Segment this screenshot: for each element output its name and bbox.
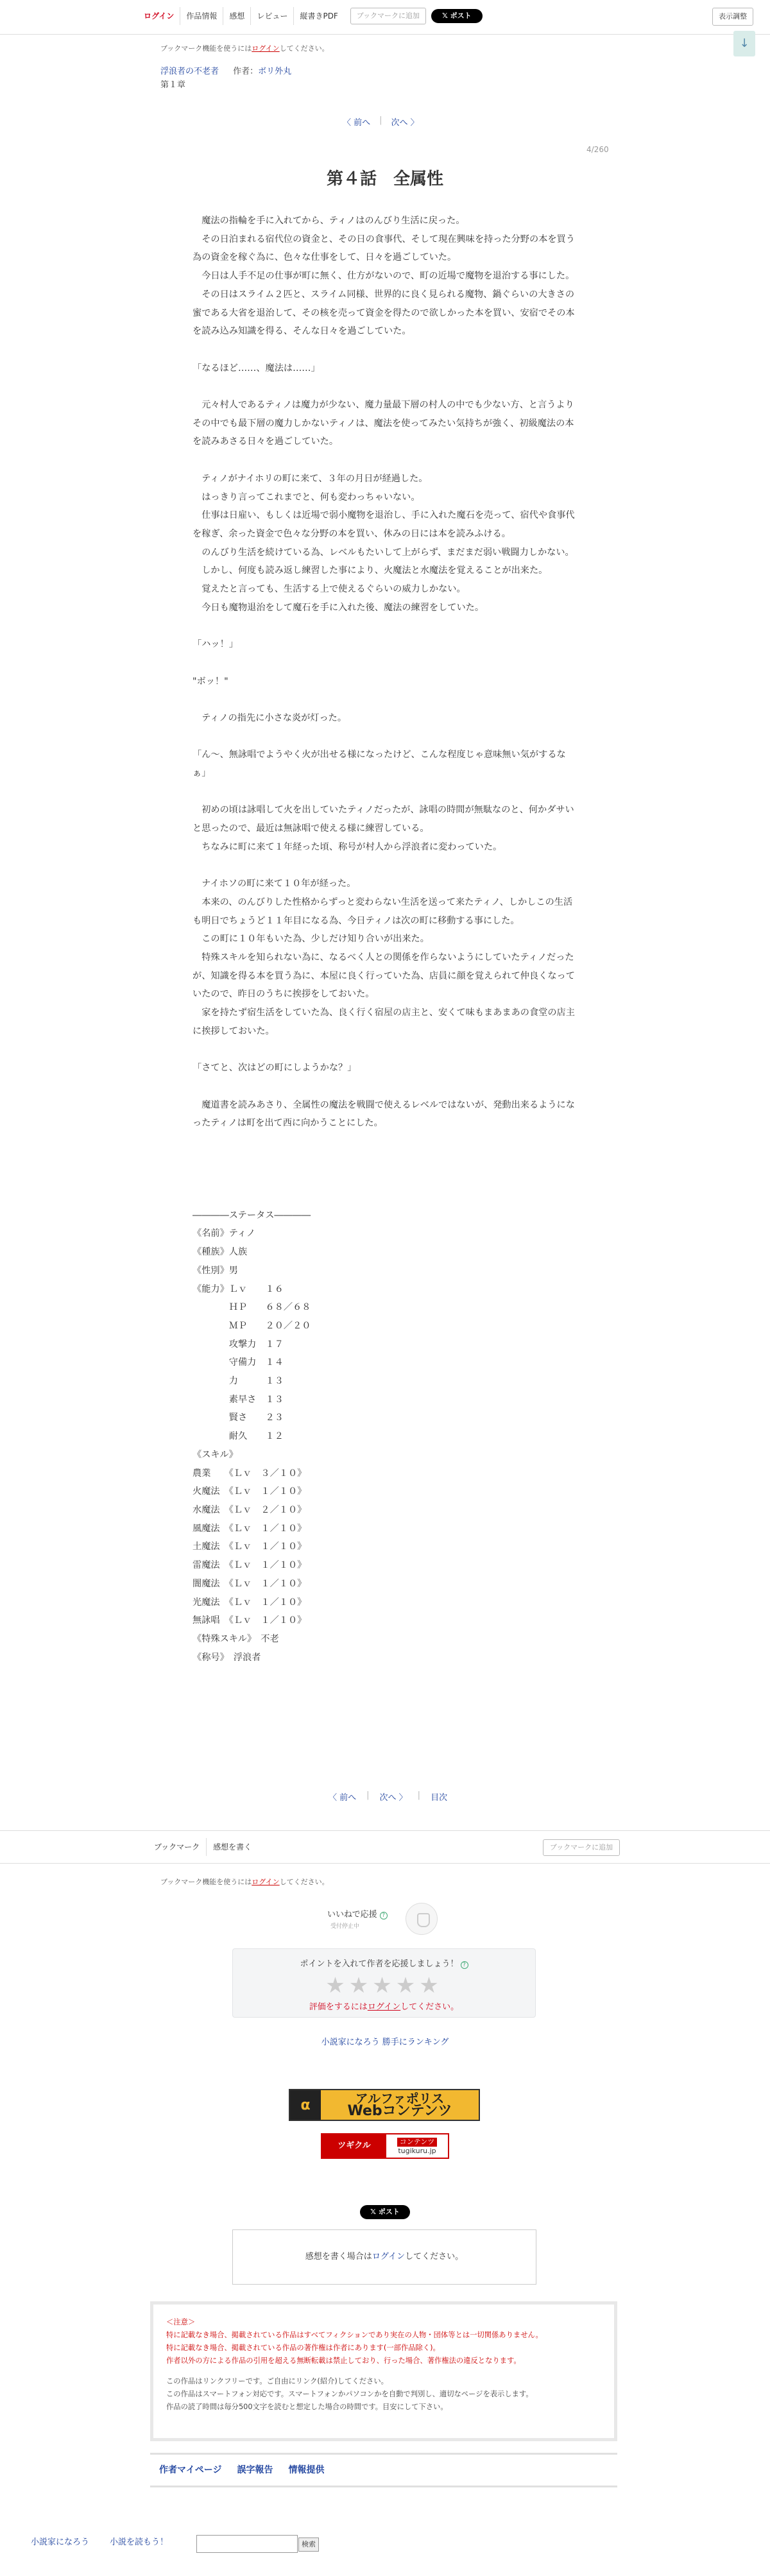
scroll-down-icon[interactable]: ↓ xyxy=(733,31,755,56)
episode-title: 第４話 全属性 xyxy=(326,169,443,189)
next-page-link[interactable]: 次へ 〉 xyxy=(391,118,419,128)
review-link[interactable]: レビュー xyxy=(251,7,294,25)
alphapolis-logo xyxy=(290,2090,321,2120)
notice-login-link[interactable]: ログイン xyxy=(252,44,280,53)
author-link[interactable]: ボリ外丸 xyxy=(258,67,292,76)
pager-separator: | xyxy=(379,116,382,125)
body-paragraph xyxy=(193,1133,578,1151)
body-paragraph: 雷魔法 《Ｌｖ １／１０》 xyxy=(193,1560,307,1571)
alphapolis-banner[interactable] xyxy=(289,2089,480,2121)
body-paragraph: 素早さ １３ xyxy=(193,1394,284,1405)
author-mypage-link[interactable]: 作者マイページ xyxy=(159,2465,222,2475)
divider xyxy=(150,2453,617,2455)
help-icon[interactable]: ? xyxy=(461,1961,468,1969)
iine-button-icon[interactable] xyxy=(406,1903,438,1935)
info-provide-link[interactable]: 情報提供 xyxy=(288,2465,325,2475)
bookmark-tab[interactable]: ブックマーク xyxy=(150,1838,207,1856)
msg-prefix: 評価をするには xyxy=(309,2002,368,2012)
tugikuru-banner[interactable] xyxy=(321,2133,449,2159)
body-paragraph: 「なるほど……、魔法は……」 xyxy=(193,363,320,374)
body-paragraph: ＭＰ ２０／２０ xyxy=(193,1320,311,1331)
body-paragraph: ＨＰ ６８／６８ xyxy=(193,1302,311,1313)
tugikuru-url: tugikuru.jp xyxy=(398,2147,436,2155)
body-paragraph xyxy=(193,728,578,746)
vertical-pdf-link[interactable]: 縦書きPDF xyxy=(300,12,338,21)
body-paragraph: 仕事は日雇い、もしくは近場で弱小魔物を退治し、手に入れた魔石を売って、宿代や食事代を稼ぎ、余った資金で色々な分野の本を買い、休みの日には本を読みふける。 xyxy=(193,510,575,539)
series-info xyxy=(160,64,291,76)
body-paragraph: 今日は人手不足の仕事が町に無く、仕方がないので、町の近場で魔物を退治する事にした。 xyxy=(193,271,575,282)
top-bar xyxy=(0,0,770,35)
body-paragraph: 《能力》Ｌｖ １６ xyxy=(193,1284,284,1294)
impression-login-box xyxy=(232,2229,536,2285)
bookmark-login-notice xyxy=(160,43,329,53)
footer-read-link[interactable]: 小説を読もう！ xyxy=(110,2537,169,2547)
pager-separator: | xyxy=(366,1790,370,1800)
alphapolis-logo-glyph: α xyxy=(300,2097,311,2113)
author-links xyxy=(159,2463,324,2476)
body-paragraph: ――――ステータス―――― xyxy=(193,1210,311,1221)
body-paragraph xyxy=(193,654,578,673)
body-paragraph: 農業 《Ｌｖ ３／１０》 xyxy=(193,1468,307,1479)
divider xyxy=(0,1863,770,1864)
body-paragraph: 今日も魔物退治をして魔石を手に入れた後、魔法の練習をしていた。 xyxy=(193,602,484,613)
caution-line: 特に記載なき場合、掲載されている作品はすべてフィクションであり実在の人物・団体等とは一切関係ありません。 xyxy=(166,2331,543,2339)
author-label: 作者： xyxy=(233,67,259,76)
footer-search-input[interactable] xyxy=(196,2535,298,2553)
tugikuru-contents: コンテンツ xyxy=(397,2138,437,2147)
body-paragraph: 《スキル》 xyxy=(193,1449,238,1460)
ranking-link-text[interactable]: 小説家になろう 勝手にランキング xyxy=(321,2038,449,2047)
body-paragraph: 「ん〜、無詠唱でようやく火が出せる様になったけど、こんな程度じゃ意味無い気がするなぁ」 xyxy=(193,750,566,778)
body-paragraph: 家を持たず宿生活をしていた為、良く行く宿屋の店主と、安くて味もまあまあの食堂の店主に挨拶しておいた。 xyxy=(193,1008,575,1036)
points-box xyxy=(232,1948,536,2018)
body-paragraph: 無詠唱 《Ｌｖ １／１０》 xyxy=(193,1615,307,1626)
body-paragraph: その日はスライム２匹と、スライム同様、世界的に良く見られる魔物、鍋ぐらいの大きさの蜜である大省を退治して、その核を売って資金を得たので欲しかった本を買い、安宿でその本を読み込み知識を得る、そんな日々を過ごしていた。 xyxy=(193,289,575,337)
tugikuru-logo: ツギクル xyxy=(322,2134,386,2158)
body-paragraph: 力 １３ xyxy=(193,1376,284,1387)
bookmark-add-button-bottom[interactable]: ブックマークに追加 xyxy=(543,1839,620,1856)
body-paragraph: 火魔法 《Ｌｖ １／１０》 xyxy=(193,1486,307,1497)
body-paragraph: のんびり生活を続けている為、レベルもたいして上がらず、まだまだ弱い戦闘力しかない。 xyxy=(193,547,574,558)
notice-login-link-bottom[interactable]: ログイン xyxy=(252,1878,280,1886)
body-paragraph: ティノの指先に小さな炎が灯った。 xyxy=(193,712,347,723)
body-paragraph: 魔道書を読みあさり、全属性の魔法を戦闘で使えるレベルではないが、発動出来るようになったティノは町を出て西に向かうことにした。 xyxy=(193,1099,575,1129)
tugikuru-text xyxy=(386,2136,448,2156)
prev-page-link[interactable]: 〈 前へ xyxy=(343,118,371,128)
body-paragraph: しかし、何度も読み返し練習した事により、火魔法と水魔法を覚えることが出来た。 xyxy=(193,565,548,576)
iine-label xyxy=(327,1907,388,1919)
body-paragraph: 風魔法 《Ｌｖ １／１０》 xyxy=(193,1523,307,1534)
divider xyxy=(150,2486,617,2487)
x-post-button[interactable]: 𝕏 ポスト xyxy=(431,9,483,23)
iine-label-text: いいねで応援 xyxy=(327,1910,377,1919)
info-line: 作品の読了時間は毎分500文字を読むと想定した場合の時間です。目安にして下さい。 xyxy=(166,2403,448,2411)
notice-prefix: ブックマーク機能を使うには xyxy=(160,1878,252,1886)
rating-stars-icon[interactable]: ★★★★★ xyxy=(325,1973,443,1998)
toc-link[interactable]: 目次 xyxy=(431,1793,448,1803)
pager-separator: | xyxy=(417,1790,421,1800)
body-paragraph: ティノがナイホリの町に来て、３年の月日が経過した。 xyxy=(193,473,428,484)
body-paragraph: 本来の、のんびりした性格からずっと変わらない生活を送って来たティノ、しかしこの生活も明日でちょうど１１年目になる為、今日ティノは次の町に移動する事にした。 xyxy=(193,897,573,926)
impression-link[interactable]: 感想 xyxy=(223,7,251,25)
body-paragraph: 《称号》 浮浪者 xyxy=(193,1652,261,1663)
notice-prefix: ブックマーク機能を使うには xyxy=(160,44,252,53)
body-paragraph: 攻撃力 １７ xyxy=(193,1339,284,1350)
body-paragraph xyxy=(193,783,578,802)
body-paragraph: この町に１０年もいた為、少しだけ知り合いが出来た。 xyxy=(193,934,429,945)
body-paragraph: 「ハッ！」 xyxy=(193,639,238,650)
body-paragraph: 《名前》ティノ xyxy=(193,1228,256,1239)
notice-suffix: してください。 xyxy=(279,1878,329,1886)
caution-title: ＜注意＞ xyxy=(166,2318,196,2326)
typo-report-link[interactable]: 誤字報告 xyxy=(237,2465,273,2475)
work-info-link[interactable]: 作品情報 xyxy=(180,7,223,25)
ranking-link[interactable] xyxy=(0,2035,770,2047)
body-paragraph: 水魔法 《Ｌｖ ２／１０》 xyxy=(193,1504,307,1515)
points-login-link[interactable]: ログイン xyxy=(367,2002,401,2012)
body-paragraph xyxy=(193,341,578,359)
caution-line: 特に記載なき場合、掲載されている作品の著作権は作者にあります(一部作品除く)。 xyxy=(166,2344,440,2352)
body-paragraph: ナイホソの町に来て１０年が経った。 xyxy=(193,879,356,889)
divider xyxy=(0,1830,770,1831)
points-lead xyxy=(233,1957,535,1969)
body-paragraph: 守備力 １４ xyxy=(193,1357,284,1368)
body-paragraph xyxy=(193,856,578,875)
body-paragraph xyxy=(193,451,578,470)
caution-line: 作者以外の方による作品の引用を超える無断転載は禁止しており、行った場合、著作権法の違反となります。 xyxy=(166,2357,521,2365)
body-paragraph: 光魔法 《Ｌｖ １／１０》 xyxy=(193,1597,307,1608)
body-paragraph: その日泊まれる宿代位の資金と、その日の食事代、そして現在興味を持った分野の本を買う為の資金を稼ぐ為に、色々な仕事をして、日々を過ごしていた。 xyxy=(193,234,575,263)
info-line: この作品はリンクフリーです。ご自由にリンク(紹介)してください。 xyxy=(166,2377,388,2385)
body-paragraph xyxy=(193,377,578,396)
body-paragraph: 耐久 １２ xyxy=(193,1431,284,1442)
bottom-action-bar xyxy=(150,1838,258,1856)
body-paragraph: 土魔法 《Ｌｖ １／１０》 xyxy=(193,1541,307,1552)
body-paragraph: 《種族》人族 xyxy=(193,1247,248,1258)
info-line: この作品はスマートフォン対応です。スマートフォンかパソコンかを自動で判別し、適切なページを表示します。 xyxy=(166,2390,533,2398)
caution-box xyxy=(150,2301,617,2441)
notice-suffix: してください。 xyxy=(279,44,329,53)
body-paragraph: はっきり言ってこれまでと、何も変わっちゃいない。 xyxy=(193,492,420,502)
iine-status: 受付停止中 xyxy=(330,1923,360,1930)
body-paragraph: "ボッ！" xyxy=(193,676,228,687)
body-paragraph: 《特殊スキル》 不老 xyxy=(193,1633,279,1644)
prev-page-link-bottom[interactable]: 〈 前へ xyxy=(329,1793,357,1803)
footer-search-button[interactable]: 検索 xyxy=(298,2537,319,2552)
body-paragraph: 「さてと、次はどの町にしようかな？」 xyxy=(193,1063,357,1074)
bookmark-add-button[interactable]: ブックマークに追加 xyxy=(350,8,426,24)
display-setting-button[interactable]: 表示調整 xyxy=(712,8,753,26)
alphapolis-line2: Webコンテンツ xyxy=(347,2103,452,2119)
body-paragraph: 賢さ ２３ xyxy=(193,1413,284,1423)
body-paragraph: 特殊スキルを知られない為に、なるべく人との関係を作らないようにしていたティノだったが、知識を得る本を買う為に、本屋に良く行っていた為、店員に顔を覚えられて仲良くなっていたので、昨日のうちに挨拶をしておいた。 xyxy=(193,952,575,1000)
body-paragraph xyxy=(193,1151,578,1170)
impression-prefix: 感想を書く場合は xyxy=(305,2252,372,2262)
footer-home-link[interactable]: 小説家になろう xyxy=(31,2537,90,2547)
body-paragraph xyxy=(193,1078,578,1096)
points-lead-text: ポイントを入れて作者を応援しましょう！ xyxy=(300,1959,459,1969)
novel-body xyxy=(193,212,578,1667)
help-icon[interactable]: ? xyxy=(380,1912,388,1919)
msg-suffix: してください。 xyxy=(400,2002,459,2012)
body-paragraph: ちなみに町に来て１年経った頃、称号が村人から浮浪者に変わっていた。 xyxy=(193,841,502,852)
page-number: 4/260 xyxy=(586,145,609,154)
body-paragraph: 《性別》男 xyxy=(193,1265,238,1276)
body-paragraph: 初めの頃は詠唱して火を出していたティノだったが、詠唱の時間が無駄なのと、何かダサいと思ったので、最近は無詠唱で使える様に練習している。 xyxy=(193,805,574,834)
points-login-message xyxy=(233,2000,535,2012)
body-paragraph xyxy=(193,1041,578,1060)
body-paragraph xyxy=(193,691,578,709)
body-paragraph xyxy=(193,1188,578,1206)
bookmark-login-notice-bottom xyxy=(160,1876,329,1887)
body-paragraph: 覚えたと言っても、生活する上で使えるぐらいの威力しかない。 xyxy=(193,584,466,595)
body-paragraph xyxy=(193,1169,578,1188)
impression-login-link[interactable]: ログイン xyxy=(372,2252,406,2262)
alphapolis-text xyxy=(321,2092,479,2118)
body-paragraph xyxy=(193,617,578,635)
spacer xyxy=(166,2367,601,2375)
alphapolis-line1: アルファポリス xyxy=(355,2091,445,2106)
next-page-link-bottom[interactable]: 次へ 〉 xyxy=(379,1793,407,1803)
top-nav xyxy=(144,7,483,25)
series-title-link[interactable]: 浮浪者の不老者 xyxy=(160,67,219,76)
x-post-button-bottom[interactable]: 𝕏 ポスト xyxy=(360,2205,410,2219)
login-link[interactable]: ログイン xyxy=(144,7,180,25)
footer-links xyxy=(31,2535,168,2547)
body-paragraph: 魔法の指輪を手に入れてから、ティノはのんびり生活に戻った。 xyxy=(193,216,465,226)
pager-top xyxy=(343,116,419,128)
chapter-title: 第１章 xyxy=(160,80,186,90)
write-impression-tab[interactable]: 感想を書く xyxy=(213,1842,252,1851)
impression-suffix: してください。 xyxy=(405,2252,464,2262)
body-paragraph: 元々村人であるティノは魔力が少ない、魔力量最下層の村人の中でも少ない方、と言うよりその中でも最下層の魔力しかないティノは、魔法を使ってみたい気持ちが強く、初級魔法の本を読みあさる日々を過ごしていた。 xyxy=(193,400,574,447)
pager-bottom xyxy=(329,1790,447,1803)
body-paragraph: 闇魔法 《Ｌｖ １／１０》 xyxy=(193,1578,307,1589)
